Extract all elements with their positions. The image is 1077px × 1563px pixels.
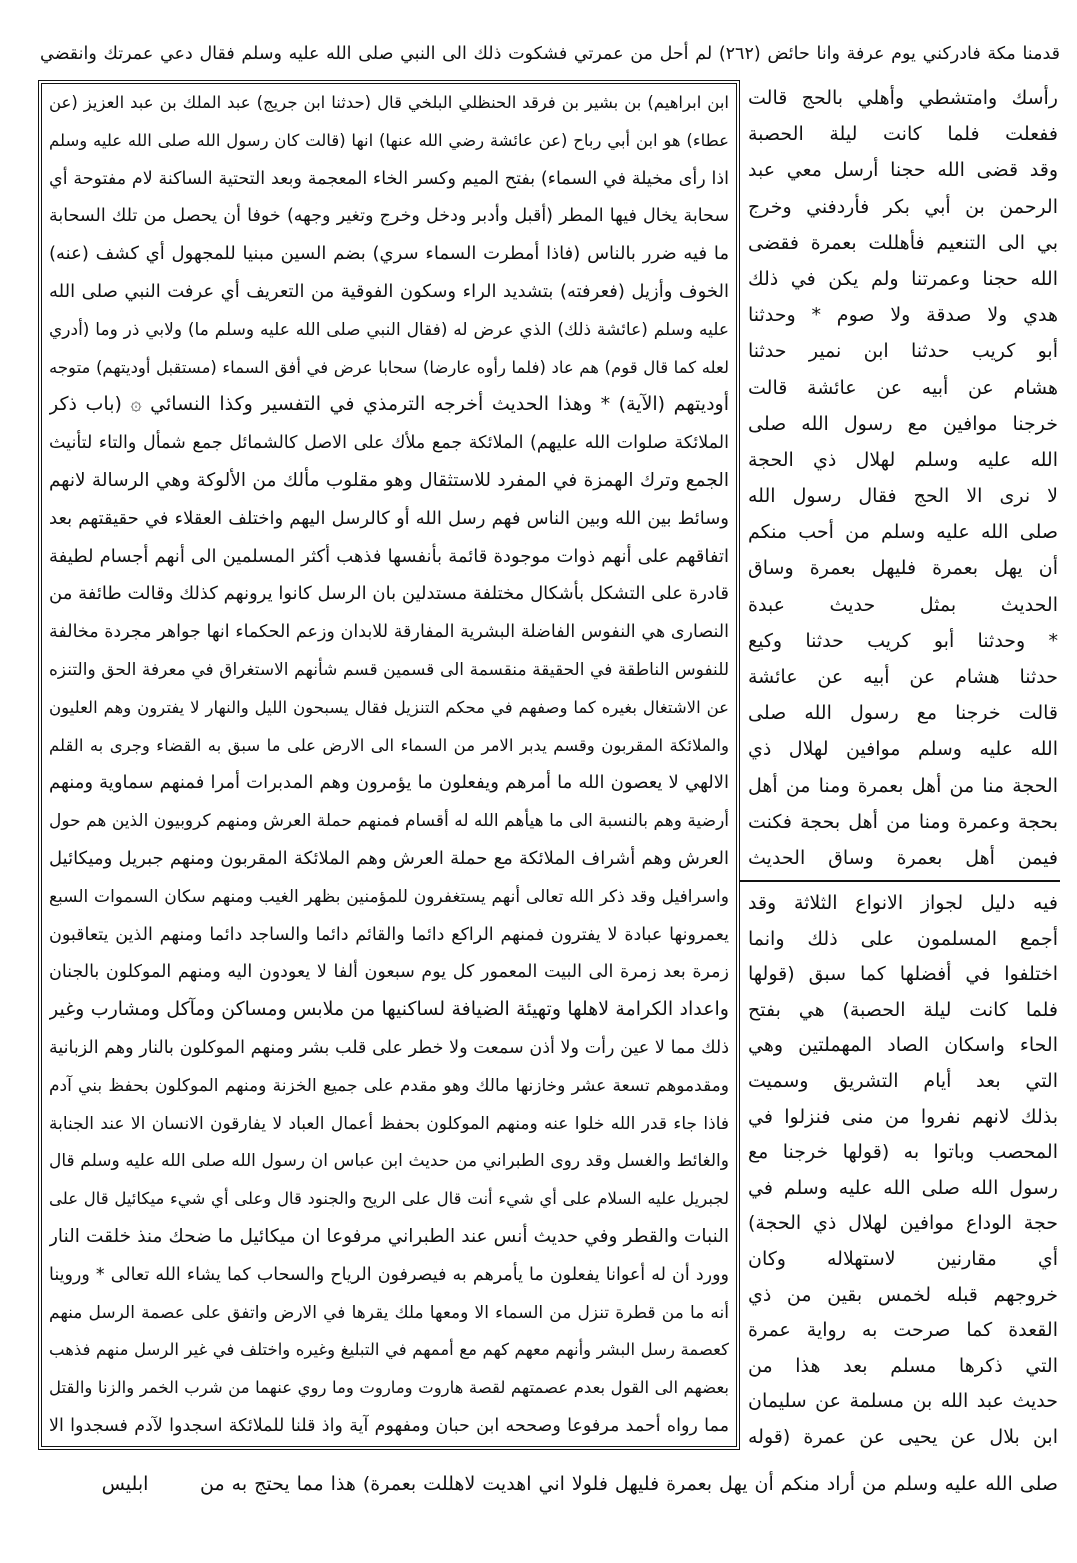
margin-line-text: الحاء واسكان الصاد المهملتين وهي <box>748 1034 1058 1057</box>
margin-line <box>748 1135 1058 1171</box>
commentary-line <box>49 953 729 991</box>
commentary-line-text: والملائكة المقربون وقسم يدبر الامر من السماء الى الارض على ما سبق به القضاء وجرى به القلم <box>49 735 729 755</box>
commentary-line <box>49 424 729 462</box>
page-number: (٢٦٢) <box>718 44 761 64</box>
margin-line-text: التي بعد أيام التشريق وسميت <box>748 1069 1058 1092</box>
margin-line-text: حدثنا هشام عن أبيه عن عائشة <box>748 666 1058 688</box>
margin-line-text: رسول الله صلى الله عليه وسلم في <box>748 1176 1058 1199</box>
margin-line-text: المحصب وباتوا به (قولها خرجنا مع <box>748 1141 1058 1164</box>
commentary-line <box>49 1180 729 1218</box>
margin-line <box>748 116 1058 152</box>
commentary-line-text: اتفاقهم على أنهم ذوات موجودة قائمة بأنفسها فذهب أكثر المسلمين الى أنهم أجسام لطيفة <box>49 545 729 567</box>
commentary-line-text: الجمع وترك الهمزة في المفرد للاستثقال وهو مقلوب مألك من الألوكة وهي الرسالة لانهم <box>49 469 729 491</box>
margin-line <box>748 514 1058 550</box>
margin-line <box>748 731 1058 767</box>
commentary-line <box>49 235 729 273</box>
commentary-line <box>49 916 729 954</box>
margin-line-text: خروجهم قبله لخمس بقين من ذي <box>748 1283 1058 1306</box>
margin-line <box>748 225 1058 261</box>
commentary-line <box>49 613 729 651</box>
running-header-text <box>40 30 1060 76</box>
commentary-line <box>49 273 729 311</box>
commentary-line-text: الخوف وأزيل (فعرفته) بتشديد الراء وسكون الفوقية من التعريف أي عرفت النبي صلى الله <box>49 280 729 302</box>
margin-line-text: أن يهل بعمرة فليهل بعمرة وساق <box>748 557 1058 580</box>
commentary-line-text: قادرة على التشكل بأشكال مختلفة مستدلين بان الرسل كانوا يرونهم كذلك وقالت طائفة من <box>49 583 729 605</box>
commentary-line <box>49 727 729 765</box>
margin-line-text: * وحدثنا أبو كريب حدثنا وكيع <box>748 629 1058 652</box>
commentary-line <box>49 122 729 160</box>
margin-line-text: الرحمن بن أبي بكر فأردفني وخرج <box>748 195 1058 218</box>
commentary-line-text: زمرة بعد زمرة الى البيت المعمور كل يوم سبعون ألفا لا يعودون اليه ومنهم الموكلون بالجنان <box>49 962 729 983</box>
margin-line <box>748 957 1058 993</box>
footer-text: صلى الله عليه وسلم من أراد منكم أن يهل بعمرة فليهل فلولا اني اهديت لاهللت بعمرة) هذا مما يحتج به من <box>200 1473 1058 1495</box>
commentary-line <box>49 349 729 387</box>
margin-line-text: بحجة وعمرة ومنا من أهل بحجة فكنت <box>748 810 1058 833</box>
commentary-line-text: لعله كما قال قوم) هم عاد (فلما رأوه عارضا) سحابا عرض في أفق السماء (مستقبل أوديتهم) متوجه <box>49 357 729 377</box>
commentary-line <box>49 1029 729 1067</box>
margin-line <box>748 587 1058 623</box>
margin-line-text: لا نرى الا الحج فقال رسول الله <box>748 485 1058 508</box>
footer-line <box>200 1462 1058 1506</box>
commentary-line-text: أنه ما من قطرة تنزل من السماء الا ومعها ملك يقرها في الارض واتفق على عصمة الرسل منهم <box>49 1302 729 1323</box>
commentary-line-text: لجبريل عليه السلام على أي شيء أنت قال على الريح والجنود قال وعلى أي شيء ميكائيل قال على <box>49 1189 729 1209</box>
margin-line <box>748 1384 1058 1420</box>
commentary-line-text: أرضية وهم بالنسبة الى ما هيأهم الله له أقسام فمنهم حملة العرش ومنهم كروبيون الذين هم حول <box>49 811 729 832</box>
margin-line <box>748 333 1058 369</box>
margin-line-text: حجة الوداع موافين لهلال ذي الحجة) <box>748 1212 1058 1235</box>
catchword <box>70 1462 180 1506</box>
commentary-line-text: واسرافيل وقد ذكر الله تعالى أنهم يستغفرون للمؤمنين بظهر الغيب ومنهم سكان السموات السبع <box>49 886 729 907</box>
margin-line <box>748 623 1058 659</box>
commentary-line <box>49 1331 729 1369</box>
margin-line-text: اختلفوا في أفضلها كما سبق (قولها <box>748 963 1058 986</box>
margin-line-text: الله عليه وسلم موافين لهلال ذي <box>748 738 1058 761</box>
commentary-line <box>49 1218 729 1256</box>
margin-line <box>748 442 1058 478</box>
margin-line <box>748 659 1058 695</box>
commentary-line <box>49 575 729 613</box>
running-header <box>40 28 1060 76</box>
catchword-text: ابليس <box>101 1473 149 1495</box>
commentary-line-text: فاذا جاء قدر الله خلوا عنه ومنهم الموكلون بحفظ أعمال العباد لا يفارقون الانسان الا عند الجنابة <box>49 1113 729 1134</box>
margin-line-text: ابن بلال عن يحيى عن عمرة (قوله <box>748 1425 1058 1448</box>
margin-line-text: التي ذكرها مسلم بعد هذا من <box>748 1354 1058 1377</box>
margin-line-text: قالت خرجنا مع رسول الله صلى <box>748 702 1058 725</box>
commentary-line <box>49 802 729 840</box>
commentary-line <box>49 1294 729 1332</box>
margin-line <box>748 297 1058 333</box>
commentary-line-text: مما رواه أحمد مرفوعا وصححه ابن حبان ومفهوم آية واذ قلنا للملائكة اسجدوا لآدم فسجدوا الا <box>49 1415 729 1436</box>
margin-text-lower <box>748 886 1058 1458</box>
margin-line-text: حديث عبد الله بن مسلمة عن سليمان <box>748 1390 1058 1413</box>
commentary-line-text: ما فيه ضرر بالناس (فاذا أمطرت السماء سري) بضم السين مبنيا للمجهول أي كشف (عنه) <box>49 243 729 265</box>
margin-line <box>748 80 1058 116</box>
margin-line-text: صلى الله عليه وسلم من أحب منكم <box>748 521 1058 544</box>
margin-line-text: بي الى التنعيم فأهللت بعمرة فقضى <box>748 231 1058 254</box>
header-text-end: لم أحل من عمرتي فشكوت ذلك الى النبي صلى الله عليه وسلم فقال دعي عمرتك وانقضي <box>40 44 713 64</box>
margin-line <box>748 993 1058 1029</box>
commentary-line <box>49 160 729 198</box>
margin-line <box>748 1100 1058 1136</box>
commentary-line-text: واعداد الكرامة لاهلها وتهيئة الضيافة لساكنيها من ملابس ومساكن ومآكل ومشارب وغير <box>49 998 729 1021</box>
commentary-line-text: ومقدموهم تسعة عشر وخازنها مالك وهو مقدم على جميع الخزنة ومنهم الموكلون بحفظ بني آدم <box>49 1075 729 1096</box>
margin-separator-rule <box>740 880 1060 882</box>
commentary-line-text: والغائط والغسل وقد روى الطبراني من حديث ابن عباس ان رسول الله صلى الله عليه وسلم قال <box>49 1151 729 1172</box>
commentary-line <box>49 878 729 916</box>
margin-line <box>748 1206 1058 1242</box>
commentary-line <box>49 1256 729 1294</box>
commentary-line <box>49 1067 729 1105</box>
margin-line <box>748 922 1058 958</box>
commentary-line <box>49 500 729 538</box>
margin-line <box>748 1420 1058 1456</box>
margin-line <box>748 1278 1058 1314</box>
commentary-line-text: ابن ابراهيم) بن بشير بن فرقد الحنظلي البلخي قال (حدثنا ابن جريج) عبد الملك بن عبد العزيز (عن <box>49 93 729 112</box>
commentary-line-text: للنفوس الناطقة في الحقيقة منقسمة الى قسمين قسم شأنهم الاستغراق في معرفة الحق والتنزه <box>49 659 729 680</box>
commentary-line-text: عطاء) هو ابن أبي رباح (عن عائشة رضي الله عنها) انها (قالت كان رسول الله صلى الله عليه وسلم <box>49 130 729 150</box>
margin-line-text: الله عليه وسلم لهلال ذي الحجة <box>748 448 1058 471</box>
margin-line-text: خرجنا موافين مع رسول الله صلى <box>748 412 1058 435</box>
commentary-line <box>49 1142 729 1180</box>
commentary-line-text: الالهي لا يعصون الله ما أمرهم ويفعلون ما يؤمرون وهم المدبرات أمرا فمنهم سماوية ومنهم <box>49 772 729 794</box>
commentary-line-text: الملائكة صلوات الله عليهم) الملائكة جمع ملأك على الاصل كالشمائل جمع شمأل والتاء لتأنيث <box>49 433 729 454</box>
commentary-line <box>49 1369 729 1407</box>
commentary-line <box>49 764 729 802</box>
commentary-line <box>49 84 729 122</box>
margin-line-text: بذلك لانهم نفروا من منى فنزلوا في <box>748 1105 1058 1128</box>
commentary-line-text: بعضهم الى القول بعدم عصمتهم لقصة هاروت وماروت وما روي عنهما من شرب الخمر والزنا والقتل <box>49 1378 729 1398</box>
margin-line-text: أجمع المسلمون على ذلك وانما <box>748 927 1058 950</box>
margin-line <box>748 804 1058 840</box>
commentary-line-text: وسائط بين الله وبين الناس فهم رسل الله أو كالرسل اليهم واختلف العقلاء في حقيقتهم بعد <box>49 507 729 529</box>
commentary-line <box>49 991 729 1029</box>
commentary-line <box>49 1407 729 1445</box>
margin-line <box>748 768 1058 804</box>
commentary-line <box>49 689 729 727</box>
commentary-line-text: النبات والقطر وفي حديث أنس عند الطبراني مرفوعا ان ميكائيل ما ضحك منذ خلقت النار <box>49 1225 729 1247</box>
commentary-line-text: عن الاشتغال بغيره كما وصفهم في محكم التنزيل فقال يسبحون الليل والنهار لا يفترون وهم العليون <box>49 697 729 717</box>
commentary-line <box>49 840 729 878</box>
margin-line-text: رأسك وامتشطي وأهلي بالحج قالت <box>748 87 1058 109</box>
margin-line-text: القعدة كما صرحت به رواية عمرة <box>748 1319 1058 1342</box>
commentary-line-text: النصارى هي النفوس الفاضلة البشرية المفارقة للابدان وزعم الحكماء انها جواهر مجردة مخالفة <box>49 622 729 643</box>
margin-line <box>748 478 1058 514</box>
margin-line <box>748 1064 1058 1100</box>
commentary-line <box>49 462 729 500</box>
commentary-line-text: كعصمة رسل البشر وأنهم معهم كهم مع أممهم في التبليغ وغيره واختلف في غير الرسل منهم فذهب <box>49 1340 729 1360</box>
margin-line <box>748 840 1058 876</box>
commentary-line <box>49 538 729 576</box>
margin-line <box>748 1313 1058 1349</box>
margin-line-text: فيمن أهل بعمرة وساق الحديث <box>748 846 1058 869</box>
commentary-line-text: سحابة يخال فيها المطر (أقبل وأدبر ودخل وخرج وتغير وجهه) خوفا أن يحصل من تلك السحابة <box>49 206 729 227</box>
margin-line-text: الحجة منا من أهل بعمرة ومنا من أهل <box>748 774 1058 797</box>
margin-line <box>748 189 1058 225</box>
commentary-line-text: اذا رأى مخيلة في السماء) بفتح الميم وكسر الخاء المعجمة وبعد التحتية الساكنة لام مفتوحة أي <box>49 168 729 189</box>
margin-line-text: هدي ولا صدقة ولا صوم * وحدثنا <box>748 304 1058 327</box>
commentary-line <box>49 311 729 349</box>
margin-line-text: الحديث بمثل حديث عبدة <box>748 593 1058 616</box>
margin-line <box>748 406 1058 442</box>
header-text-start: قدمنا مكة فادركني يوم عرفة وانا حائض <box>767 44 1060 64</box>
margin-line-text: الله حجنا وعمرتنا ولم يكن في ذلك <box>748 267 1058 290</box>
margin-line <box>748 152 1058 188</box>
margin-line <box>748 1349 1058 1385</box>
commentary-line <box>49 1105 729 1143</box>
commentary-line-text: العرش وهم أشراف الملائكة مع حملة العرش وهم الملائكة المقربون ومنهم جبريل وميكائيل <box>49 847 729 869</box>
margin-line <box>748 695 1058 731</box>
commentary-line-text: عليه وسلم (عائشة ذلك) الذي عرض له (فقال النبي صلى الله عليه وسلم ما) ولابي ذر وما (أدري <box>49 319 729 340</box>
commentary-line <box>49 651 729 689</box>
commentary-line <box>49 386 729 424</box>
margin-line <box>748 370 1058 406</box>
commentary-line-text: ذلك مما لا عين رأت ولا أذن سمعت ولا خطر على قلب بشر ومنهم الموكلون بالنار وهم الزبانية <box>49 1037 729 1058</box>
commentary-line-text: وورد أن له أعوانا يفعلون ما يأمرهم به فيصرفون الرياح والسحاب كما يشاء الله تعالى * وروينا <box>49 1264 729 1285</box>
margin-line <box>748 550 1058 586</box>
margin-line <box>748 886 1058 922</box>
margin-line <box>748 1028 1058 1064</box>
commentary-line-text: أوديتهم (الآية) * وهذا الحديث أخرجه الترمذي في التفسير وكذا النسائي ۞ (باب ذكر <box>49 393 729 416</box>
margin-line-text: فيه دليل لجواز الانواع الثلاثة وقد <box>748 892 1058 914</box>
commentary-line <box>49 197 729 235</box>
margin-text-upper <box>748 80 1058 878</box>
margin-line-text: أي مقارنين لاستهلاله وكان <box>748 1247 1058 1270</box>
margin-line-text: هشام عن أبيه عن عائشة قالت <box>748 376 1058 399</box>
commentary-line-text: يعمرونها عبادة لا يفترون فمنهم الراكع دائما والقائم دائما والساجد دائما ومنهم الذين يتعاقبون <box>49 924 729 945</box>
margin-line-text: فلما كانت ليلة الحصبة) هي بفتح <box>748 998 1058 1021</box>
margin-line <box>748 261 1058 297</box>
commentary-box <box>38 80 740 1450</box>
margin-line-text: أبو كريب حدثنا ابن نمير حدثنا <box>748 340 1058 363</box>
margin-line <box>748 1171 1058 1207</box>
margin-line-text: ففعلت فلما كانت ليلة الحصبة <box>748 123 1058 146</box>
margin-line-text: وقد قضى الله حجنا أرسل معي عبد <box>748 159 1058 182</box>
margin-line <box>748 1242 1058 1278</box>
